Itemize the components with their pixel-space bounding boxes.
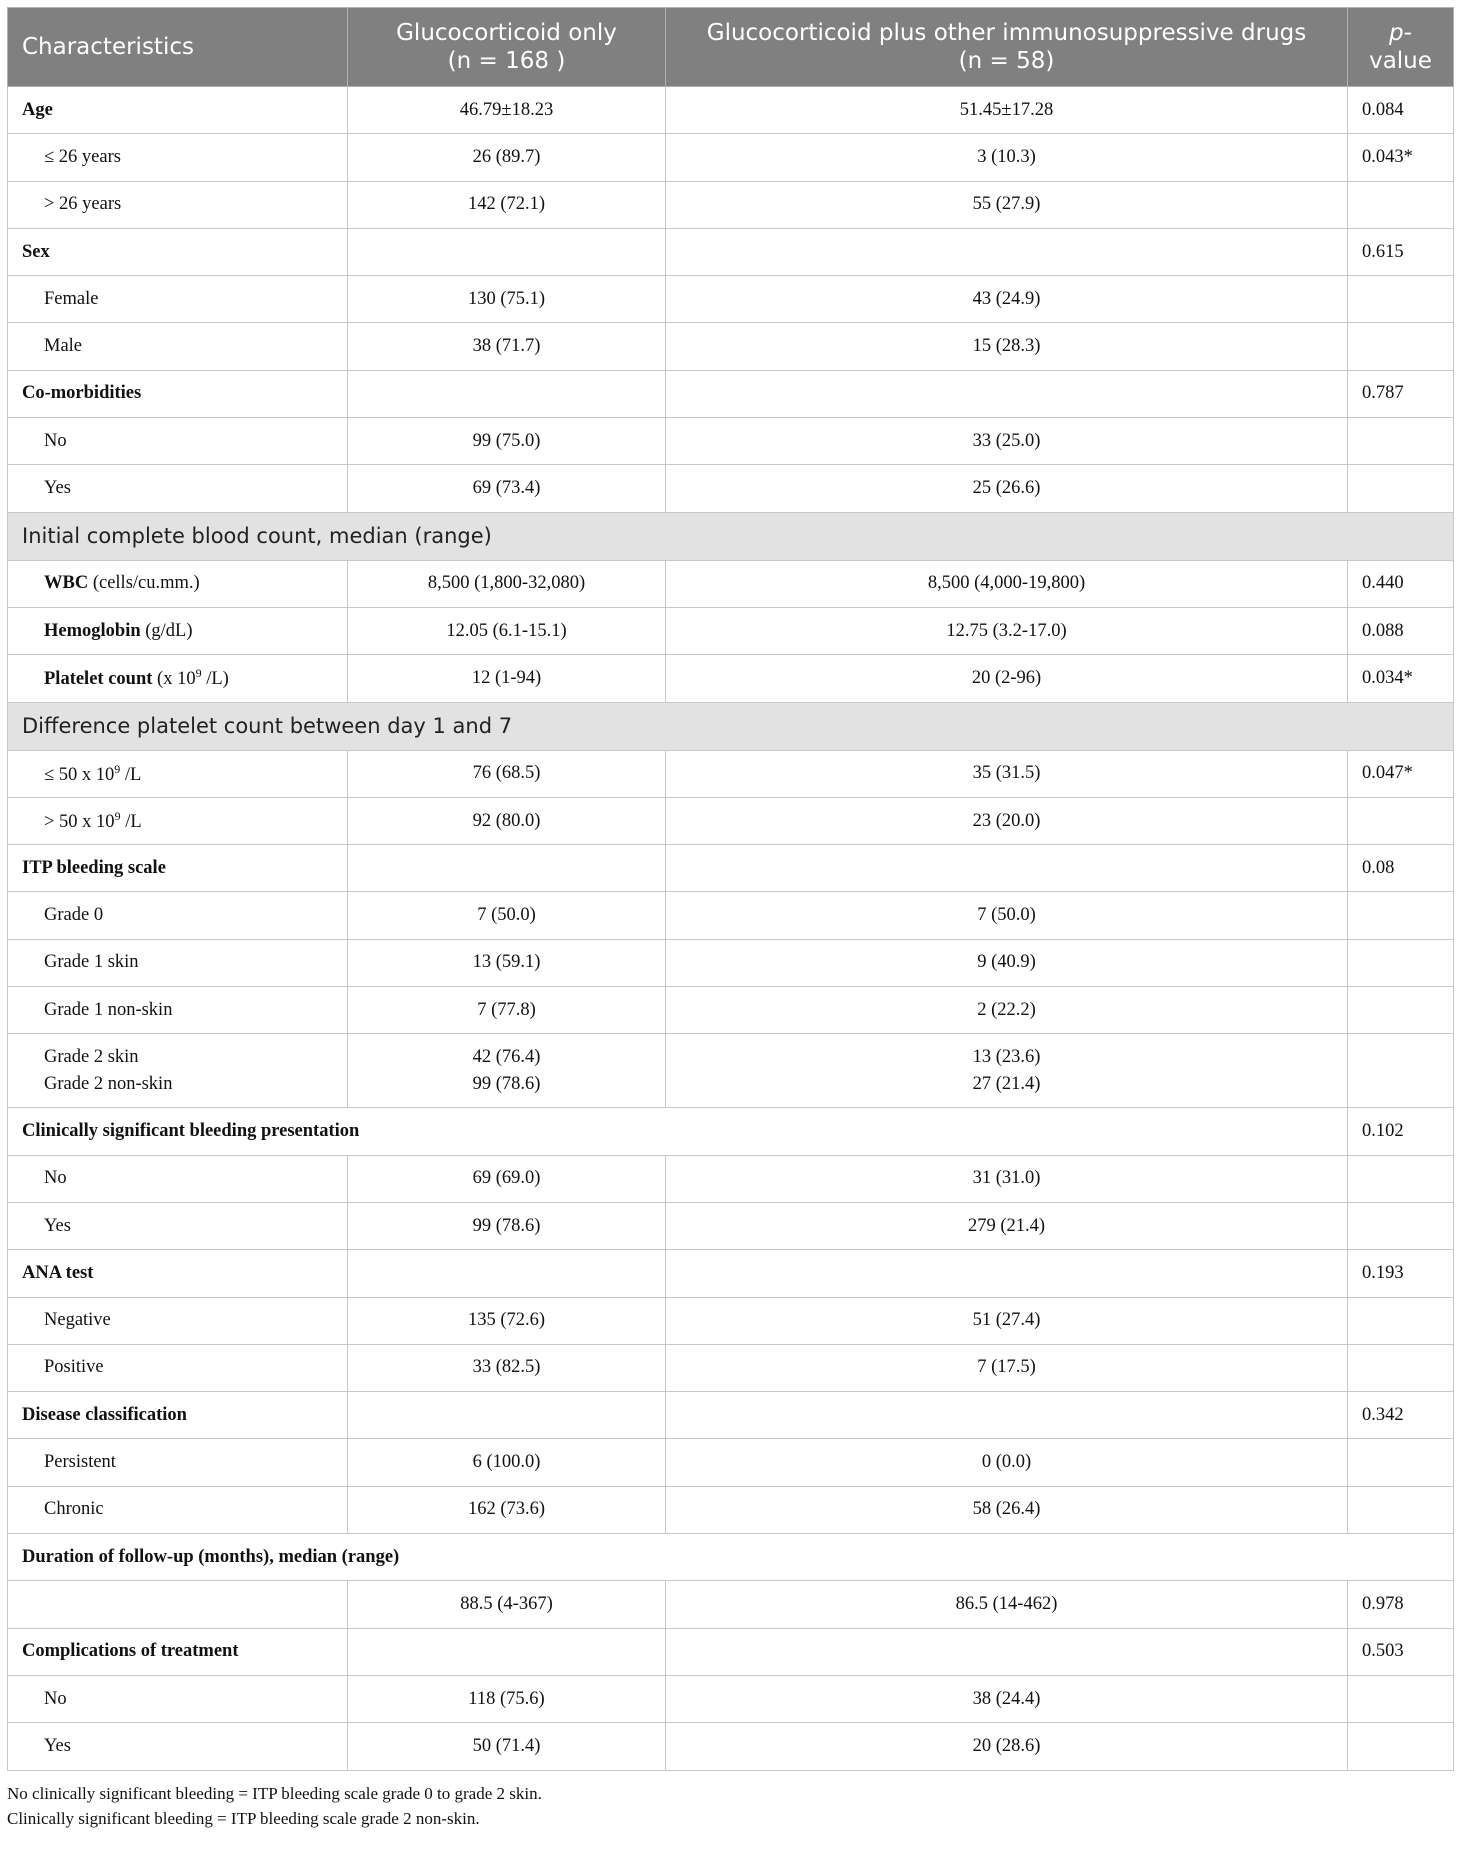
cell-g1: 50 (71.4) bbox=[348, 1723, 666, 1770]
label-bold-part: Hemoglobin bbox=[44, 620, 141, 641]
row-label bbox=[8, 607, 348, 654]
row-label: Complications of treatment bbox=[8, 1628, 348, 1675]
grade2-skin-label: Grade 2 skin bbox=[44, 1046, 139, 1067]
table-row bbox=[8, 1628, 1454, 1675]
cell-p bbox=[1348, 939, 1454, 986]
label-unit-part: (cells/cu.mm.) bbox=[88, 573, 200, 594]
table-row bbox=[8, 370, 1454, 417]
cell-g1: 7 (50.0) bbox=[348, 892, 666, 939]
row-label: Yes bbox=[8, 1723, 348, 1770]
label-bold-part: Platelet count bbox=[44, 669, 153, 690]
cell-g2: 86.5 (14-462) bbox=[666, 1581, 1348, 1628]
cell-g1: 99 (78.6) bbox=[348, 1202, 666, 1249]
cell-p bbox=[1348, 1344, 1454, 1391]
row-label: Co-morbidities bbox=[8, 370, 348, 417]
table-row bbox=[8, 1202, 1454, 1249]
cell-g2: 279 (21.4) bbox=[666, 1202, 1348, 1249]
row-label: Chronic bbox=[8, 1486, 348, 1533]
characteristics-table bbox=[7, 7, 1454, 1771]
table-row bbox=[8, 1675, 1454, 1722]
cell-g2 bbox=[666, 1392, 1348, 1439]
cell-p bbox=[1348, 418, 1454, 465]
table-row bbox=[8, 750, 1454, 797]
row-label: Clinically significant bleeding presentation bbox=[8, 1108, 1348, 1155]
cell-g2: 7 (50.0) bbox=[666, 892, 1348, 939]
cell-g1: 38 (71.7) bbox=[348, 323, 666, 370]
cell-g1: 142 (72.1) bbox=[348, 181, 666, 228]
label-unit-sup: 9 bbox=[195, 666, 202, 681]
table-row bbox=[8, 323, 1454, 370]
table-row bbox=[8, 1155, 1454, 1202]
table-row bbox=[8, 1439, 1454, 1486]
label-post: /L bbox=[120, 764, 142, 785]
cell-g1 bbox=[348, 228, 666, 275]
table-row bbox=[8, 418, 1454, 465]
cell-g1: 26 (89.7) bbox=[348, 134, 666, 181]
cell-g1: 12 (1-94) bbox=[348, 655, 666, 702]
cell-g1: 92 (80.0) bbox=[348, 797, 666, 844]
cell-p bbox=[1348, 1675, 1454, 1722]
cell-p: 0.102 bbox=[1348, 1108, 1454, 1155]
label-sup: 9 bbox=[114, 761, 121, 776]
cell-p: 0.088 bbox=[1348, 607, 1454, 654]
cell-g2: 43 (24.9) bbox=[666, 276, 1348, 323]
table-row bbox=[8, 87, 1454, 134]
row-label: Sex bbox=[8, 228, 348, 275]
row-label: Positive bbox=[8, 1344, 348, 1391]
row-label: Grade 1 non-skin bbox=[8, 987, 348, 1034]
cell-g2 bbox=[666, 1628, 1348, 1675]
row-label bbox=[8, 750, 348, 797]
row-label: Disease classification bbox=[8, 1392, 348, 1439]
cell-g2: 25 (26.6) bbox=[666, 465, 1348, 512]
cell-p bbox=[1348, 276, 1454, 323]
cell-g2: 58 (26.4) bbox=[666, 1486, 1348, 1533]
cell-g1: 13 (59.1) bbox=[348, 939, 666, 986]
row-label: Age bbox=[8, 87, 348, 134]
table-row bbox=[8, 607, 1454, 654]
table-row bbox=[8, 1250, 1454, 1297]
table-row bbox=[8, 134, 1454, 181]
row-label bbox=[8, 797, 348, 844]
cell-g2: 20 (28.6) bbox=[666, 1723, 1348, 1770]
cell-g1: 12.05 (6.1-15.1) bbox=[348, 607, 666, 654]
footnote: No clinically significant bleeding = ITP bleeding scale grade 0 to grade 2 skin. bbox=[7, 1783, 542, 1803]
cell-g2 bbox=[666, 370, 1348, 417]
table-footnotes bbox=[7, 1781, 1453, 1831]
cell-p: 0.084 bbox=[1348, 87, 1454, 134]
header-glucocorticoid-only bbox=[348, 8, 666, 87]
cell-p: 0.08 bbox=[1348, 845, 1454, 892]
cell-g1: 69 (73.4) bbox=[348, 465, 666, 512]
cell-p bbox=[1348, 1297, 1454, 1344]
table-row bbox=[8, 1344, 1454, 1391]
cell-p bbox=[1348, 1155, 1454, 1202]
cell-g2: 9 (40.9) bbox=[666, 939, 1348, 986]
grade2-skin-g2: 13 (23.6) bbox=[972, 1046, 1041, 1067]
header-p-rest: -value bbox=[1369, 20, 1432, 74]
cell-g2: 51 (27.4) bbox=[666, 1297, 1348, 1344]
cell-p: 0.787 bbox=[1348, 370, 1454, 417]
table-row bbox=[8, 181, 1454, 228]
cell-g2: 7 (17.5) bbox=[666, 1344, 1348, 1391]
row-label: ITP bleeding scale bbox=[8, 845, 348, 892]
row-label: > 26 years bbox=[8, 181, 348, 228]
cell-g2: 3 (10.3) bbox=[666, 134, 1348, 181]
table-row bbox=[8, 228, 1454, 275]
cell-p bbox=[1348, 181, 1454, 228]
label-sup: 9 bbox=[114, 808, 121, 823]
row-label bbox=[8, 1034, 348, 1108]
row-label: Negative bbox=[8, 1297, 348, 1344]
row-label: Male bbox=[8, 323, 348, 370]
cell-p bbox=[1348, 1439, 1454, 1486]
table-row bbox=[8, 1486, 1454, 1533]
cell-p: 0.342 bbox=[1348, 1392, 1454, 1439]
row-label: Yes bbox=[8, 1202, 348, 1249]
cell-p: 0.047* bbox=[1348, 750, 1454, 797]
cell-g1 bbox=[348, 845, 666, 892]
cell-g1: 130 (75.1) bbox=[348, 276, 666, 323]
cell-g1 bbox=[348, 1392, 666, 1439]
cell-p bbox=[1348, 1723, 1454, 1770]
cell-g2 bbox=[666, 228, 1348, 275]
cell-g2 bbox=[666, 845, 1348, 892]
row-label: Grade 1 skin bbox=[8, 939, 348, 986]
grade2-nonskin-g1: 99 (78.6) bbox=[472, 1073, 541, 1094]
cell-g1: 118 (75.6) bbox=[348, 1675, 666, 1722]
grade2-nonskin-label: Grade 2 non-skin bbox=[44, 1073, 173, 1094]
cell-g1 bbox=[348, 1034, 666, 1108]
row-label bbox=[8, 1581, 348, 1628]
table-row bbox=[8, 1534, 1454, 1581]
cell-g1: 162 (73.6) bbox=[348, 1486, 666, 1533]
row-label bbox=[8, 560, 348, 607]
cell-g2: 15 (28.3) bbox=[666, 323, 1348, 370]
cell-g2: 55 (27.9) bbox=[666, 181, 1348, 228]
cell-g1: 88.5 (4-367) bbox=[348, 1581, 666, 1628]
label-bold-part: WBC bbox=[44, 573, 89, 594]
row-label: No bbox=[8, 1155, 348, 1202]
cell-p: 0.193 bbox=[1348, 1250, 1454, 1297]
table-row bbox=[8, 797, 1454, 844]
table-row bbox=[8, 1297, 1454, 1344]
row-label: ≤ 26 years bbox=[8, 134, 348, 181]
label-unit-post: /L) bbox=[201, 669, 229, 690]
cell-g2: 8,500 (4,000-19,800) bbox=[666, 560, 1348, 607]
header-glucocorticoid-plus bbox=[666, 8, 1348, 87]
cell-g2 bbox=[666, 1034, 1348, 1108]
cell-g1: 76 (68.5) bbox=[348, 750, 666, 797]
header-p-italic: p bbox=[1389, 20, 1404, 46]
footnote: Clinically significant bleeding = ITP bleeding scale grade 2 non-skin. bbox=[7, 1808, 480, 1828]
row-label: Persistent bbox=[8, 1439, 348, 1486]
row-label: ANA test bbox=[8, 1250, 348, 1297]
label-pre: > 50 x 10 bbox=[44, 812, 115, 833]
table-row bbox=[8, 987, 1454, 1034]
table-row bbox=[8, 1392, 1454, 1439]
label-post: /L bbox=[120, 812, 142, 833]
cell-g2: 31 (31.0) bbox=[666, 1155, 1348, 1202]
cell-g2: 23 (20.0) bbox=[666, 797, 1348, 844]
table-row bbox=[8, 845, 1454, 892]
cell-g1: 7 (77.8) bbox=[348, 987, 666, 1034]
cell-p bbox=[1348, 1486, 1454, 1533]
cell-g2 bbox=[666, 1250, 1348, 1297]
cell-p: 0.043* bbox=[1348, 134, 1454, 181]
table-row bbox=[8, 465, 1454, 512]
cell-p: 0.615 bbox=[1348, 228, 1454, 275]
header-g2-title: Glucocorticoid plus other immunosuppressive drugs bbox=[706, 20, 1307, 46]
cell-p bbox=[1348, 323, 1454, 370]
table-row bbox=[8, 939, 1454, 986]
section-header-row bbox=[8, 512, 1454, 560]
table-row bbox=[8, 1581, 1454, 1628]
table-row bbox=[8, 1108, 1454, 1155]
label-unit-pre: (x 10 bbox=[152, 669, 196, 690]
cell-g1: 69 (69.0) bbox=[348, 1155, 666, 1202]
cell-g2: 33 (25.0) bbox=[666, 418, 1348, 465]
header-p-value bbox=[1348, 8, 1454, 87]
grade2-skin-g1: 42 (76.4) bbox=[472, 1046, 541, 1067]
row-label: Yes bbox=[8, 465, 348, 512]
cell-p: 0.978 bbox=[1348, 1581, 1454, 1628]
table-row bbox=[8, 1723, 1454, 1770]
cell-g1: 46.79±18.23 bbox=[348, 87, 666, 134]
cell-g1: 8,500 (1,800-32,080) bbox=[348, 560, 666, 607]
cell-g1 bbox=[348, 370, 666, 417]
cell-p bbox=[1348, 1034, 1454, 1108]
table-row bbox=[8, 892, 1454, 939]
cell-g2: 2 (22.2) bbox=[666, 987, 1348, 1034]
characteristics-table-container bbox=[7, 7, 1453, 1831]
cell-g2: 51.45±17.28 bbox=[666, 87, 1348, 134]
cell-p bbox=[1348, 797, 1454, 844]
row-label bbox=[8, 655, 348, 702]
cell-g1: 6 (100.0) bbox=[348, 1439, 666, 1486]
cell-g2: 35 (31.5) bbox=[666, 750, 1348, 797]
grade2-nonskin-g2: 27 (21.4) bbox=[972, 1073, 1041, 1094]
cell-g1: 33 (82.5) bbox=[348, 1344, 666, 1391]
cell-p bbox=[1348, 892, 1454, 939]
row-label: Female bbox=[8, 276, 348, 323]
row-label: Duration of follow-up (months), median (range) bbox=[8, 1534, 1454, 1581]
cell-p: 0.503 bbox=[1348, 1628, 1454, 1675]
label-pre: ≤ 50 x 10 bbox=[44, 764, 115, 785]
row-label: No bbox=[8, 418, 348, 465]
table-header-row bbox=[8, 8, 1454, 87]
cell-g1 bbox=[348, 1250, 666, 1297]
header-g1-title: Glucocorticoid only bbox=[396, 20, 617, 46]
cell-g1 bbox=[348, 1628, 666, 1675]
cell-p bbox=[1348, 1202, 1454, 1249]
row-label: Grade 0 bbox=[8, 892, 348, 939]
table-row bbox=[8, 1034, 1454, 1108]
label-unit-part: (g/dL) bbox=[140, 620, 193, 641]
cell-g1: 99 (75.0) bbox=[348, 418, 666, 465]
table-row bbox=[8, 655, 1454, 702]
header-g1-n: (n = 168 ) bbox=[447, 48, 566, 74]
table-row bbox=[8, 560, 1454, 607]
cell-p bbox=[1348, 465, 1454, 512]
header-characteristics: Characteristics bbox=[8, 8, 348, 87]
cell-p: 0.034* bbox=[1348, 655, 1454, 702]
section-header-row bbox=[8, 702, 1454, 750]
cell-g2: 20 (2-96) bbox=[666, 655, 1348, 702]
section-title-diff: Difference platelet count between day 1 and 7 bbox=[8, 702, 1454, 750]
table-row bbox=[8, 276, 1454, 323]
cell-p: 0.440 bbox=[1348, 560, 1454, 607]
section-title-cbc: Initial complete blood count, median (range) bbox=[8, 512, 1454, 560]
row-label: No bbox=[8, 1675, 348, 1722]
cell-p bbox=[1348, 987, 1454, 1034]
cell-g2: 12.75 (3.2-17.0) bbox=[666, 607, 1348, 654]
cell-g2: 38 (24.4) bbox=[666, 1675, 1348, 1722]
cell-g2: 0 (0.0) bbox=[666, 1439, 1348, 1486]
cell-g1: 135 (72.6) bbox=[348, 1297, 666, 1344]
header-g2-n: (n = 58) bbox=[958, 48, 1055, 74]
